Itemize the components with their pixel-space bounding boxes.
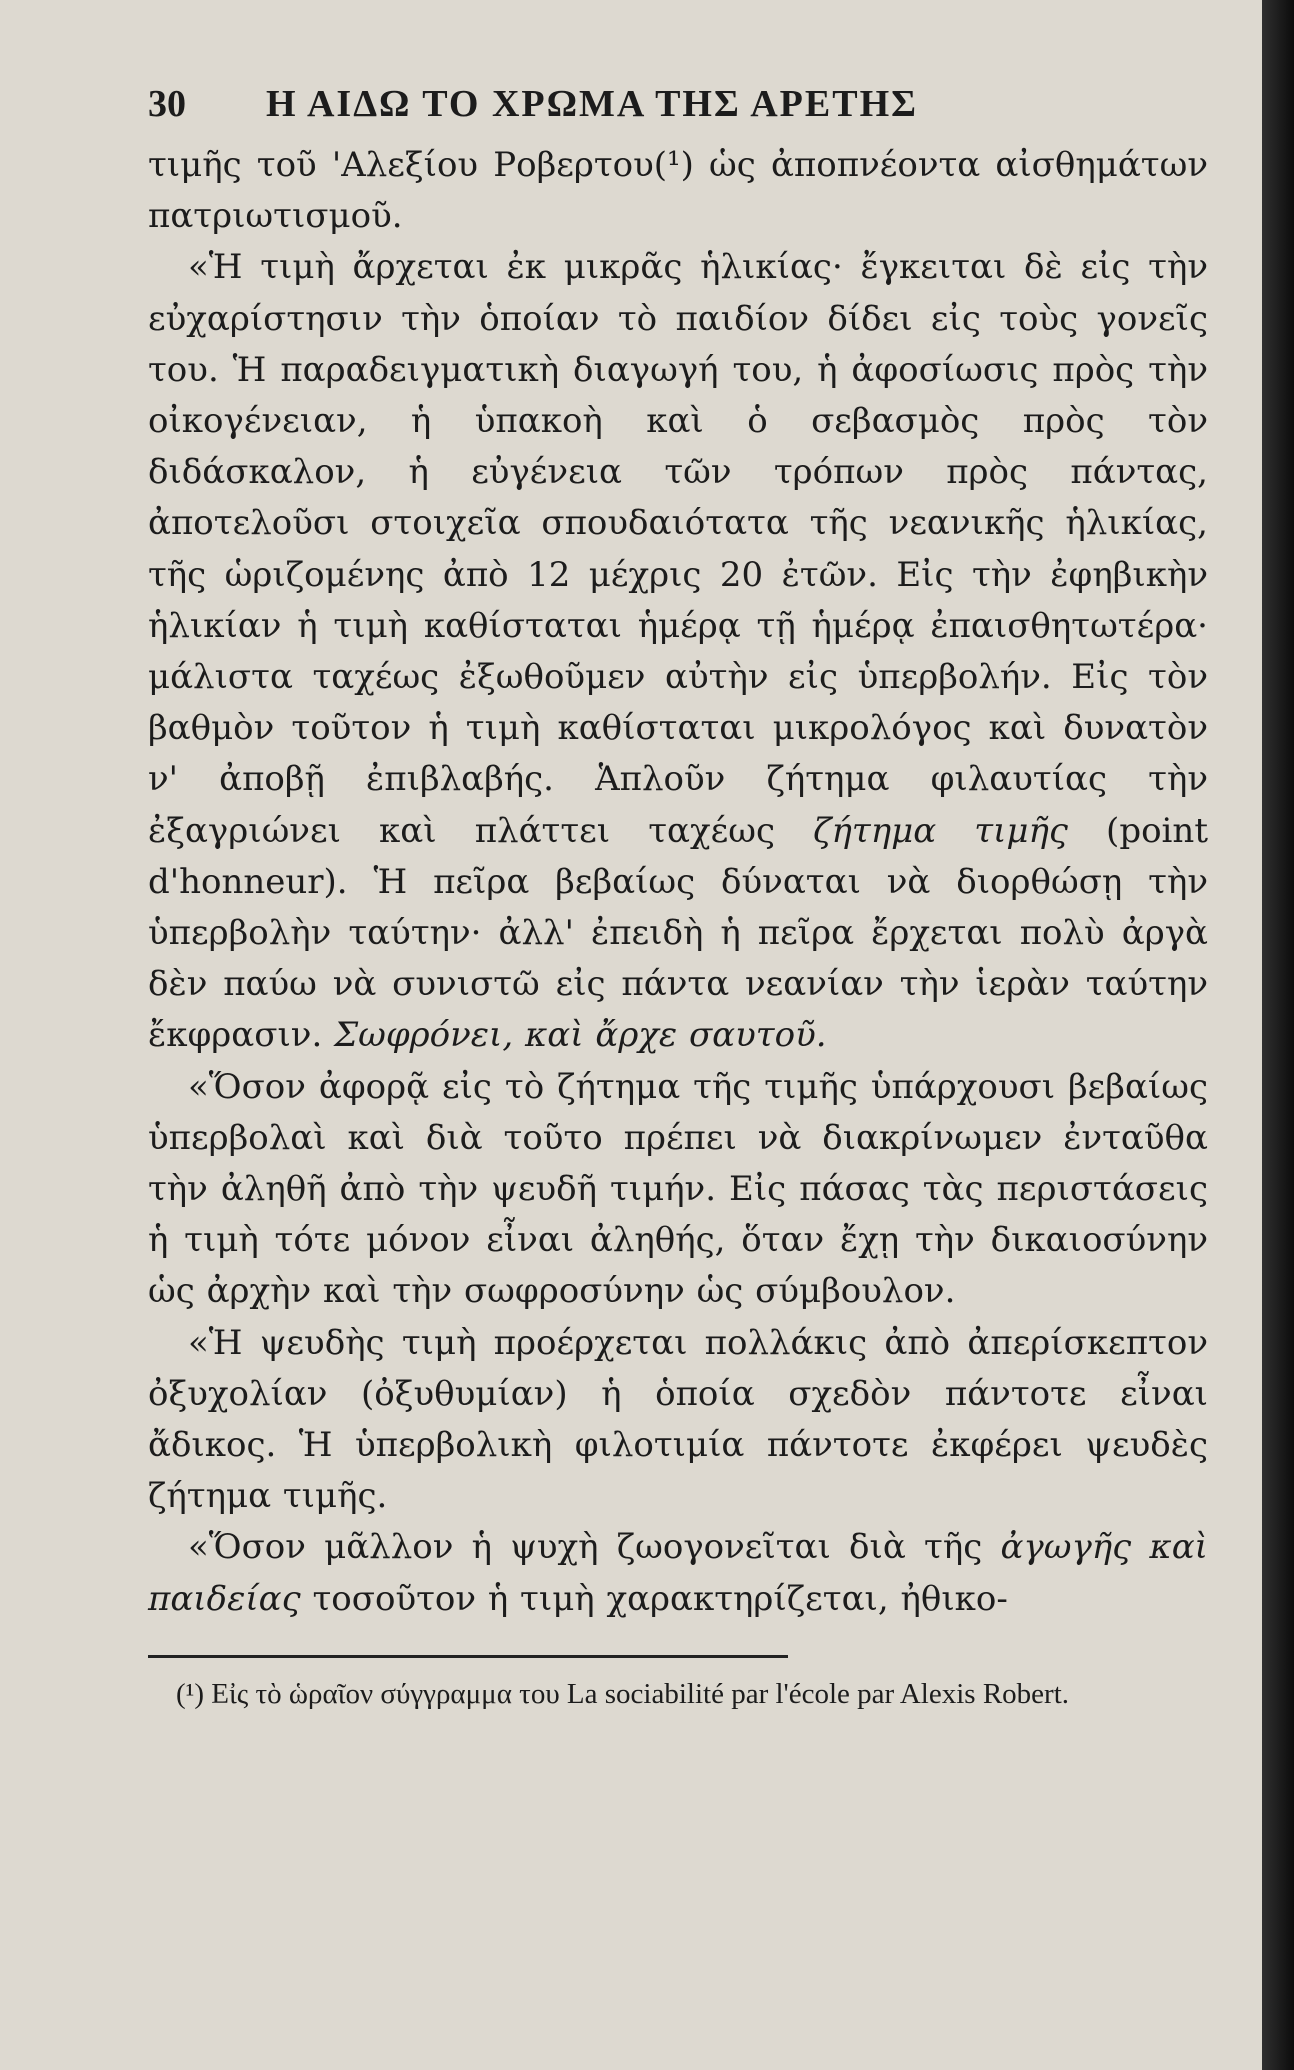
text-segment: «Ἡ τιμὴ ἄρχεται ἐκ μικρᾶς ἡλικίας· ἔγκειται δὲ εἰς τὴν εὐχαρίστησιν τὴν ὁποίαν τὸ παιδίον δίδει εἰς τοὺς γονεῖς του. Ἡ παραδειγματικὴ διαγωγή του, ἡ ἀφοσίωσις πρὸς τὴν οἰκογένειαν, ἡ ὑπακοὴ καὶ ὁ σεβασμὸς πρὸς τὸν διδάσκαλον, ἡ εὐγένεια τῶν τρόπων πρὸς πάντας, ἀποτελοῦσι στοιχεῖα σπουδαιότατα τῆς νεανικῆς ἡλικίας, τῆς ὡριζομένης ἀπὸ 12 μέχρις 20 ἐτῶν. Εἰς τὴν ἐφηβικὴν ἡλικίαν ἡ τιμὴ καθίσταται ἡμέρᾳ τῇ ἡμέρᾳ ἐπαισθητωτέρα· μάλιστα ταχέως ἐξωθοῦμεν αὐτὴν εἰς ὑπερβολήν. Εἰς τὸν βαθμὸν τοῦτον ἡ τιμὴ καθίσταται μικρολόγος καὶ δυνατὸν ν' ἀποβῇ ἐπιβλαβής. Ἁπλοῦν ζήτημα φιλαυτίας τὴν ἐξαγριώνει καὶ πλάττει ταχέως — [148, 247, 1208, 851]
text-segment: (point d'honneur). Ἡ πεῖρα βεβαίως δύναται νὰ διορθώσῃ τὴν ὑπερβολὴν ταύτην· ἀλλ' ἐπειδὴ ἡ πεῖρα ἔρχεται πολὺ ἀργὰ δὲν παύω νὰ συνιστῶ εἰς πάντα νεανίαν τὴν ἱερὰν ταύτην ἔκφρασιν. — [148, 810, 1208, 1056]
paragraph — [148, 1522, 1208, 1624]
footnote-divider — [148, 1655, 788, 1658]
paragraph — [148, 242, 1208, 1061]
text-segment: τοσοῦτον ἡ τιμὴ χαρακτηρίζεται, ἠθικο- — [300, 1578, 1008, 1619]
paragraph — [148, 1062, 1208, 1318]
footnote — [148, 1676, 1208, 1712]
footnote-text: Εἰς τὸ ὡραῖον σύγγραμμα του La sociabilité par l'école par Alexis Robert. — [204, 1677, 1070, 1710]
italic-text-segment: Σωφρόνει, καὶ ἄρχε σαυτοῦ. — [334, 1015, 827, 1056]
page-number: 30 — [148, 83, 186, 125]
body-text — [148, 140, 1208, 1625]
text-segment: «Ὅσον ἀφορᾷ εἰς τὸ ζήτημα τῆς τιμῆς ὑπάρχουσι βεβαίως ὑπερβολαὶ καὶ διὰ τοῦτο πρέπει νὰ διακρίνωμεν ἐνταῦθα τὴν ἀληθῆ ἀπὸ τὴν ψευδῆ τιμήν. Εἰς πάσας τὰς περιστάσεις ἡ τιμὴ τότε μόνον εἶναι ἀληθής, ὅταν ἔχῃ τὴν δικαιοσύνην ὡς ἀρχὴν καὶ τὴν σωφροσύνην ὡς σύμβουλον. — [148, 1066, 1208, 1312]
text-segment: «Ἡ ψευδὴς τιμὴ προέρχεται πολλάκις ἀπὸ ἀπερίσκεπτον ὀξυχολίαν (ὀξυθυμίαν) ἡ ὁποία σχεδὸν πάντοτε εἶναι ἄδικος. Ἡ ὑπερβολικὴ φιλοτιμία πάντοτε ἐκφέρει ψευδὲς ζήτημα τιμῆς. — [148, 1322, 1208, 1517]
page-header — [148, 82, 1208, 140]
page-content — [148, 82, 1208, 1712]
running-head: Η ΑΙΔΩ ΤΟ ΧΡΩΜΑ ΤΗΣ ΑΡΕΤΗΣ — [266, 83, 918, 125]
italic-text-segment: ζήτημα τιμῆς — [813, 810, 1068, 851]
text-segment: τιμῆς τοῦ 'Αλεξίου Ροβερτου(¹) ὡς ἀποπνέοντα αἰσθημάτων πατριωτισμοῦ. — [148, 145, 1208, 237]
paragraph — [148, 1318, 1208, 1523]
paragraph — [148, 140, 1208, 242]
text-segment: «Ὅσον μᾶλλον ἡ ψυχὴ ζωογονεῖται διὰ τῆς — [188, 1527, 1001, 1568]
book-gutter-shadow — [1262, 0, 1294, 2070]
footnote-marker: (¹) — [176, 1677, 205, 1710]
italic-text-segment: ἀγωγῆς καὶ παιδείας — [148, 1527, 1208, 1619]
